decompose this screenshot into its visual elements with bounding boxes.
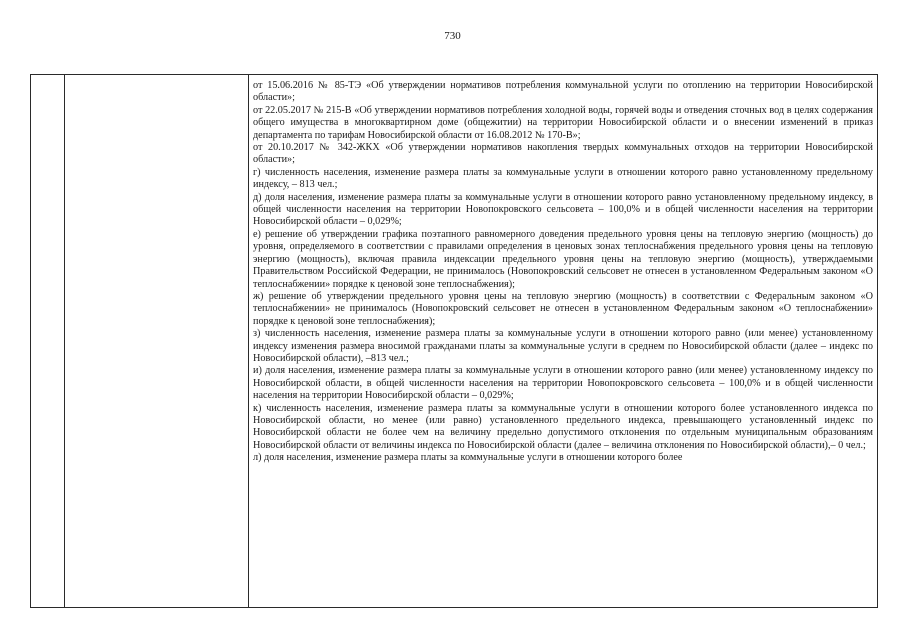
paragraph: л) доля населения, изменение размера платы за коммунальные услуги в отношении которого более [253,452,683,464]
paragraph: от 22.05.2017 № 215-В «Об утверждении нормативов потребления холодной воды, горячей воды и отведения сточных вод в целях содержания общего имущества в многоквартирном доме (общежитии) на территории Новосибирской области и о внесении изменений в приказ департамента по тарифам Новосибирской области от 16.08.2012 № 170-В»; [253,104,873,141]
paragraph: ж) решение об утверждении предельного уровня цены на тепловую энергию (мощность) в соответствии с Федеральным законом «О теплоснабжении» не принималось (Новопокровский сельсовет не отнесен в установленном Федеральным законом «О теплоснабжении» порядке к ценовой зоне теплоснабжения); [253,290,873,327]
paragraph: от 20.10.2017 № 342-ЖКХ «Об утверждении нормативов накопления твердых коммунальных отходов на территории Новосибирской области»; [253,142,873,166]
table-column-name [65,75,249,607]
paragraph: к) численность населения, изменение размера платы за коммунальные услуги в отношении которого более установленного индекса по Новосибирской области, но менее (или равно) установленного предельного индекса, превышающего установленный индекс по Новосибирской области не более чем на величину предельно допустимого отклонения по отдельным муниципальным образованиям Новосибирской области от величины индекса по Новосибирской области (далее – величина отклонения по Новосибирской области),– 0 чел.; [253,402,873,451]
page-number: 730 [444,30,461,42]
paragraph: и) доля населения, изменение размера платы за коммунальные услуги в отношении которого равно (или менее) установленному индексу по Новосибирской области, в общей численности населения на территории Новопокровского сельсовета – 100,0% и в общей численности населения на территории Новосибирской области – 0,029%; [253,365,873,402]
paragraph: е) решение об утверждении графика поэтапного равномерного доведения предельного уровня цены на тепловую энергию (мощность) до уровня, определяемого в соответствии с правилами определения в ценовых зонах теплоснабжения предельного уровня цены на тепловую энергию (мощность), включая правила индексации предельного уровня цены на тепловую энергию (мощность), утверждаемыми Правительством Российской Федерации, не принималось (Новопокровский сельсовет не отнесен в установленном Федеральным законом «О теплоснабжении» порядке к ценовой зоне теплоснабжения); [253,228,873,290]
paragraph: д) доля населения, изменение размера платы за коммунальные услуги в отношении которого равно установленному предельному индексу, в общей численности населения на территории Новопокровского сельсовета – 100,0% и в общей численности населения на территории Новосибирской области – 0,029%; [253,191,873,228]
paragraph: г) численность населения, изменение размера платы за коммунальные услуги в отношении которого равно установленному предельному индексу, – 813 чел.; [253,166,873,191]
document-table [30,74,878,608]
table-column-number [31,75,65,607]
table-column-text [249,75,877,607]
paragraph: з) численность населения, изменение размера платы за коммунальные услуги в отношении которого равно (или менее) установленному индексу изменения размера вносимой гражданами платы за коммунальные услуги в среднем по Новосибирской области (далее – индекс по Новосибирской области), –813 чел.; [253,328,873,364]
paragraph: от 15.06.2016 № 85-ТЭ «Об утверждении нормативов потребления коммунальной услуги по отоплению на территории Новосибирской области»; [253,80,873,104]
